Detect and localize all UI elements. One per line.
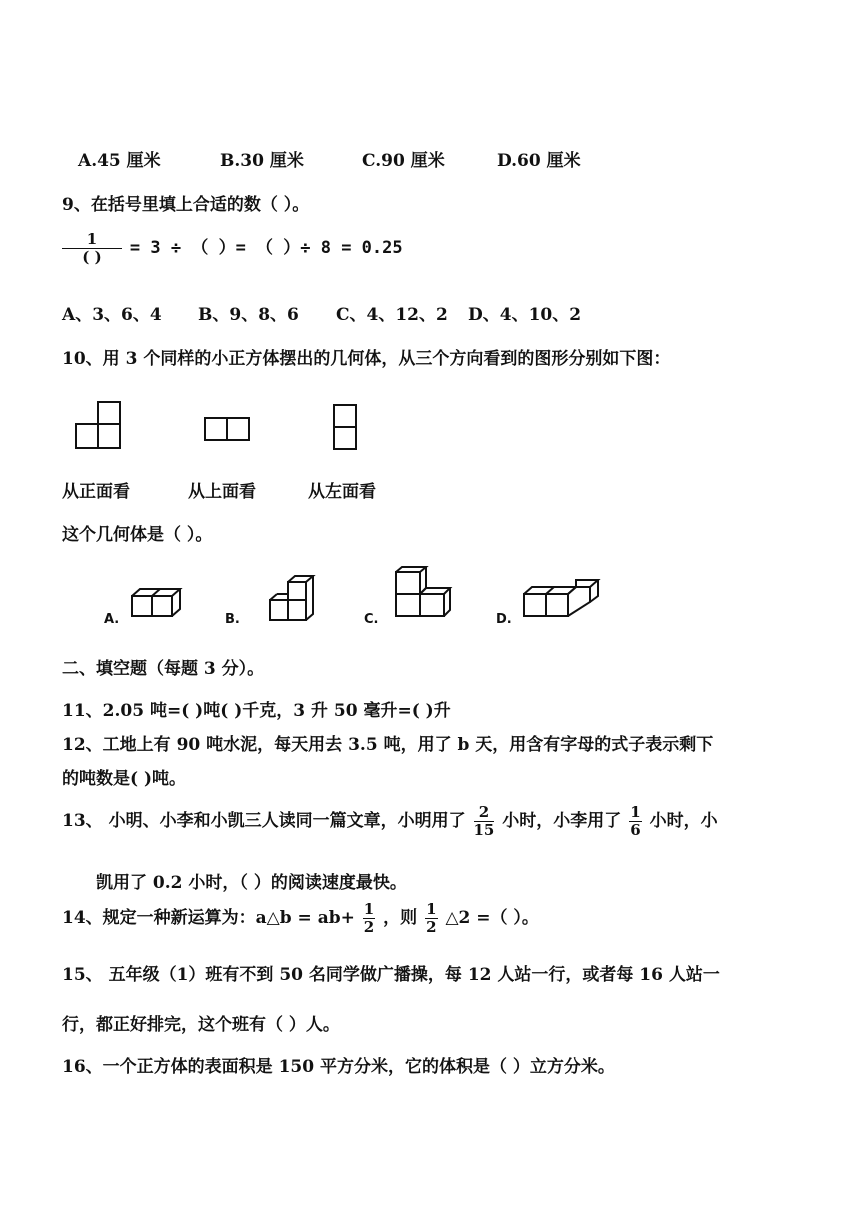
q13-line1 [62, 805, 718, 838]
q13-fraction1-denominator: 15 [473, 821, 495, 839]
q9-equation-rest: = 3 ÷ （ ）= （ ）÷ 8 = 0.25 [129, 238, 403, 258]
view-label-front: 从正面看 [62, 482, 130, 502]
q10-option-b-label: B. [225, 612, 240, 627]
q14-fraction1-numerator: 1 [363, 900, 375, 918]
q8-option-a: A.45 厘米 [78, 151, 161, 171]
q12-line2: 的吨数是( )吨。 [62, 769, 187, 789]
q14-part2: ，则 [383, 908, 418, 928]
left-view-figure [334, 405, 360, 455]
q16: 16、一个正方体的表面积是 150 平方分米，它的体积是（ ）立方分米。 [62, 1057, 615, 1077]
q9-fraction-numerator: 1 [62, 232, 122, 249]
q14-part3: △2 =（ ）。 [445, 908, 539, 928]
q8-option-b: B.30 厘米 [220, 151, 304, 171]
q14-fraction2-numerator: 1 [426, 900, 437, 918]
q8-option-c: C.90 厘米 [362, 151, 445, 171]
q10-option-d-label: D. [496, 612, 512, 627]
q10-question: 这个几何体是（ ）。 [62, 525, 213, 545]
q14 [62, 902, 539, 935]
q9-equation [60, 232, 403, 265]
q10-option-a-figure [130, 586, 190, 626]
q13-line2: 凯用了 0.2 小时，（ ）的阅读速度最快。 [96, 873, 407, 893]
q14-part1: 14、规定一种新运算为：a△b = ab+ [62, 908, 355, 928]
q10-option-c-label: C. [364, 612, 379, 627]
q14-fraction1-denominator: 2 [363, 918, 375, 936]
q9-option-b: B、9、8、6 [198, 305, 299, 325]
view-label-top: 从上面看 [188, 482, 256, 502]
q9-fraction [62, 232, 122, 265]
q9-option-c: C、4、12、2 [336, 305, 448, 325]
q13-part3: 小时，小 [649, 811, 718, 831]
q8-option-d: D.60 厘米 [497, 151, 581, 171]
q10-option-c-figure [394, 566, 454, 626]
q9-stem: 9、在括号里填上合适的数（ ）。 [62, 195, 310, 215]
q10-option-d-figure [522, 578, 598, 624]
q10-stem: 10、用 3 个同样的小正方体摆出的几何体，从三个方向看到的图形分别如下图： [62, 349, 671, 369]
q13-part1: 13、 小明、小李和小凯三人读同一篇文章，小明用了 [62, 811, 466, 831]
q15-line2: 行，都正好排完，这个班有（ ）人。 [62, 1015, 340, 1035]
front-view-figure [76, 402, 126, 452]
q14-fraction2-denominator: 2 [426, 918, 437, 936]
q13-part2: 小时，小李用了 [502, 811, 622, 831]
q14-fraction2 [425, 902, 437, 935]
q10-option-a-label: A. [104, 612, 120, 627]
q13-fraction2 [629, 805, 641, 838]
q14-fraction1 [363, 902, 375, 935]
top-view-figure [205, 418, 255, 448]
q13-fraction1 [474, 805, 495, 838]
section2-title: 二、填空题（每题 3 分）。 [62, 659, 265, 679]
q13-fraction1-numerator: 2 [474, 805, 495, 822]
q10-option-b-figure [268, 574, 328, 630]
q11: 11、2.05 吨=( )吨( )千克，3 升 50 毫升=( )升 [62, 701, 451, 721]
q9-option-a: A、3、6、4 [62, 305, 162, 325]
q13-fraction2-denominator: 6 [630, 821, 641, 839]
q15-line1: 15、 五年级（1）班有不到 50 名同学做广播操，每 12 人站一行，或者每 16 人站一 [62, 965, 720, 985]
q9-option-d: D、4、10、2 [468, 305, 582, 325]
q9-fraction-denominator: ( ) [82, 248, 102, 266]
q12-line1: 12、工地上有 90 吨水泥，每天用去 3.5 吨，用了 b 天，用含有字母的式子表示剩下 [62, 735, 714, 755]
q13-fraction2-numerator: 1 [630, 803, 641, 821]
view-label-left: 从左面看 [308, 482, 376, 502]
